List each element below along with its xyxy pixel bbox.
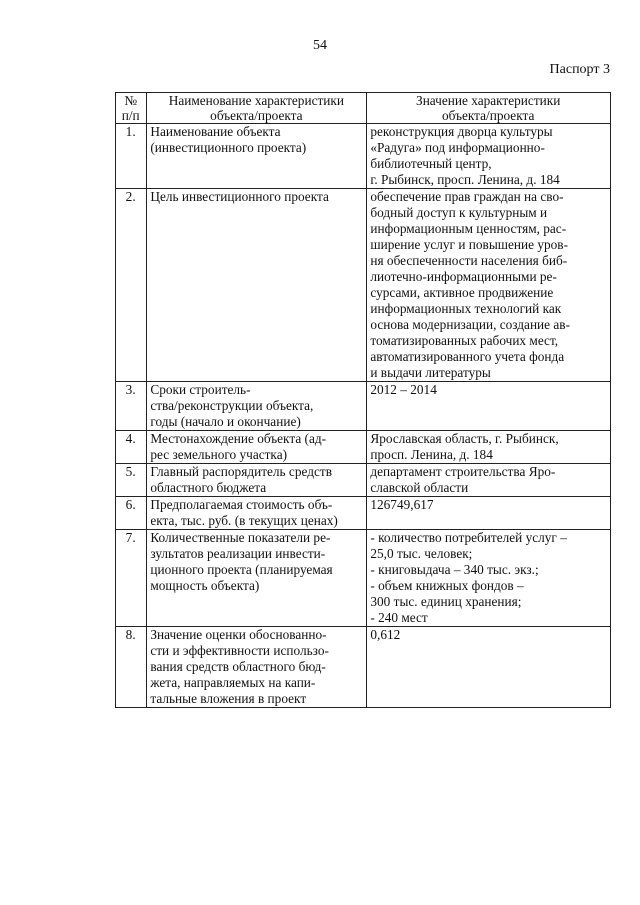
row-value-line: - 240 мест bbox=[370, 610, 428, 625]
row-value-line: «Радуга» под информационно- bbox=[370, 140, 545, 155]
row-name-line: сти и эффективности использо- bbox=[150, 643, 329, 658]
row-value-line: информационным ценностям, рас- bbox=[370, 221, 567, 236]
row-name-line: (инвестиционного проекта) bbox=[150, 140, 307, 155]
row-value-line: ширение услуг и повышение уров- bbox=[370, 237, 569, 252]
row-number: 2. bbox=[116, 189, 147, 382]
row-number: 7. bbox=[116, 530, 147, 627]
row-value-cell bbox=[367, 464, 611, 497]
row-name-line: Цель инвестиционного проекта bbox=[150, 189, 329, 204]
row-value-line: 300 тыс. единиц хранения; bbox=[370, 594, 522, 609]
row-value-line: 2012 – 2014 bbox=[370, 382, 437, 397]
row-name-cell bbox=[147, 497, 367, 530]
page-number: 54 bbox=[313, 38, 327, 53]
table-header-row bbox=[116, 93, 611, 124]
header-name-line: Наименование характеристики bbox=[168, 93, 344, 108]
row-name-cell bbox=[147, 124, 367, 189]
row-name-line: ционного проекта (планируемая bbox=[150, 562, 333, 577]
row-name-line: мощность объекта) bbox=[150, 578, 260, 593]
row-value-line: и выдачи литературы bbox=[370, 365, 491, 380]
row-number: 4. bbox=[116, 431, 147, 464]
row-value-line: - количество потребителей услуг – bbox=[370, 530, 567, 545]
header-value-line: Значение характеристики bbox=[416, 93, 561, 108]
header-num bbox=[116, 93, 147, 124]
row-value-line: информационных технологий как bbox=[370, 301, 562, 316]
row-value-cell bbox=[367, 124, 611, 189]
row-value-line: ня обеспеченности населения биб- bbox=[370, 253, 568, 268]
row-value-line: 25,0 тыс. человек; bbox=[370, 546, 473, 561]
row-value-line: Ярославская область, г. Рыбинск, bbox=[370, 431, 559, 446]
header-name bbox=[147, 93, 367, 124]
row-value-cell bbox=[367, 627, 611, 708]
row-value-line: просп. Ленина, д. 184 bbox=[370, 447, 493, 462]
row-value-line: - книговыдача – 340 тыс. экз.; bbox=[370, 562, 539, 577]
row-name-line: жета, направляемых на капи- bbox=[150, 675, 316, 690]
row-name-line: Значение оценки обоснованно- bbox=[150, 627, 327, 642]
row-value-cell bbox=[367, 530, 611, 627]
row-name-line: екта, тыс. руб. (в текущих ценах) bbox=[150, 513, 338, 528]
row-name-line: Местонахождение объекта (ад- bbox=[150, 431, 327, 446]
row-number: 5. bbox=[116, 464, 147, 497]
table-row bbox=[116, 464, 611, 497]
row-value-cell bbox=[367, 382, 611, 431]
row-name-line: тальные вложения в проект bbox=[150, 691, 307, 706]
row-value-cell bbox=[367, 189, 611, 382]
row-name-line: рес земельного участка) bbox=[150, 447, 288, 462]
row-name-cell bbox=[147, 530, 367, 627]
header-value bbox=[367, 93, 611, 124]
row-name-cell bbox=[147, 627, 367, 708]
table-body bbox=[116, 124, 611, 708]
row-value-line: основа модернизации, создание ав- bbox=[370, 317, 571, 332]
row-value-line: бодный доступ к культурным и bbox=[370, 205, 548, 220]
row-value-line: 0,612 bbox=[370, 627, 401, 642]
header-value-line: объекта/проекта bbox=[442, 108, 535, 123]
row-value-line: библиотечный центр, bbox=[370, 156, 492, 171]
table-row bbox=[116, 124, 611, 189]
row-name-line: Количественные показатели ре- bbox=[150, 530, 331, 545]
header-num-line: № bbox=[124, 93, 138, 108]
row-name-cell bbox=[147, 431, 367, 464]
row-name-cell bbox=[147, 189, 367, 382]
row-name-line: Наименование объекта bbox=[150, 124, 281, 139]
row-value-cell bbox=[367, 431, 611, 464]
row-value-line: г. Рыбинск, просп. Ленина, д. 184 bbox=[370, 172, 560, 187]
row-number: 6. bbox=[116, 497, 147, 530]
table-row bbox=[116, 189, 611, 382]
row-value-line: лиотечно-информационными ре- bbox=[370, 269, 557, 284]
passport-label: Паспорт 3 bbox=[549, 62, 610, 77]
row-name-cell bbox=[147, 464, 367, 497]
row-name-line: Сроки строитель- bbox=[150, 382, 251, 397]
table-row bbox=[116, 497, 611, 530]
row-value-line: славской области bbox=[370, 480, 469, 495]
header-num-line: п/п bbox=[121, 108, 140, 123]
passport-table bbox=[115, 92, 611, 708]
row-name-cell bbox=[147, 382, 367, 431]
table-row bbox=[116, 431, 611, 464]
row-value-line: сурсами, активное продвижение bbox=[370, 285, 554, 300]
row-value-line: автоматизированного учета фонда bbox=[370, 349, 565, 364]
row-number: 1. bbox=[116, 124, 147, 189]
row-value-line: реконструкция дворца культуры bbox=[370, 124, 553, 139]
row-value-line: томатизированных рабочих мест, bbox=[370, 333, 559, 348]
row-value-cell bbox=[367, 497, 611, 530]
row-name-line: областного бюджета bbox=[150, 480, 267, 495]
row-value-line: - объем книжных фондов – bbox=[370, 578, 524, 593]
row-name-line: Предполагаемая стоимость объ- bbox=[150, 497, 333, 512]
row-number: 8. bbox=[116, 627, 147, 708]
row-value-line: обеспечение прав граждан на сво- bbox=[370, 189, 564, 204]
row-number: 3. bbox=[116, 382, 147, 431]
row-name-line: годы (начало и окончание) bbox=[150, 414, 301, 429]
header-name-line: объекта/проекта bbox=[210, 108, 303, 123]
row-name-line: Главный распорядитель средств bbox=[150, 464, 332, 479]
table-row bbox=[116, 530, 611, 627]
row-name-line: вания средств областного бюд- bbox=[150, 659, 326, 674]
row-name-line: зультатов реализации инвести- bbox=[150, 546, 326, 561]
table-row bbox=[116, 382, 611, 431]
row-value-line: 126749,617 bbox=[370, 497, 434, 512]
table-row bbox=[116, 627, 611, 708]
row-name-line: ства/реконструкции объекта, bbox=[150, 398, 314, 413]
row-value-line: департамент строительства Яро- bbox=[370, 464, 556, 479]
